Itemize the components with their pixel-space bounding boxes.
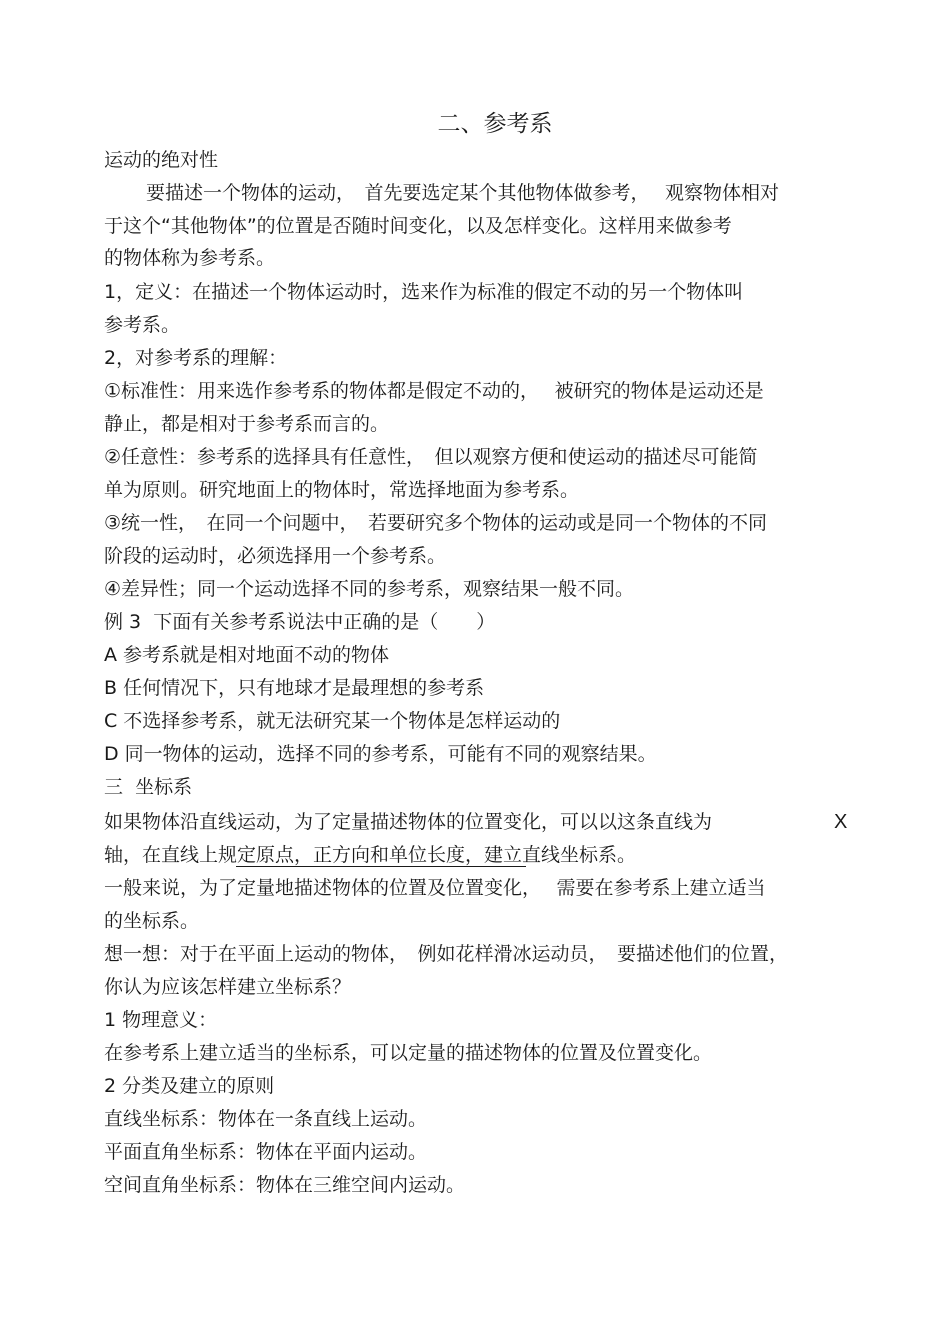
understanding-heading: 2，对参考系的理解：: [104, 347, 288, 369]
definition-line-2: 参考系。: [104, 314, 181, 336]
axis-x-label: X: [834, 811, 848, 833]
example-option-c: C 不选择参考系，就无法研究某一个物体是怎样运动的: [104, 710, 561, 732]
type-line-3: 空间直角坐标系：物体在三维空间内运动。: [104, 1174, 466, 1196]
example-option-d: D 同一物体的运动，选择不同的参考系，可能有不同的观察结果。: [104, 743, 657, 765]
example-option-b: B 任何情况下，只有地球才是最理想的参考系: [104, 677, 485, 699]
coords-line-5: 想一想：对于在平面上运动的物体， 例如花样滑冰运动员， 要描述他们的位置，: [104, 943, 789, 965]
coords-line-2: 轴，在直线上规定原点，正方向和单位长度，建立直线坐标系。: [104, 844, 637, 866]
point-line-6: 阶段的运动时，必须选择用一个参考系。: [104, 545, 447, 567]
example-option-a: A 参考系就是相对地面不动的物体: [104, 644, 390, 666]
page-title: 二、参考系: [437, 111, 553, 137]
type-line-1: 直线坐标系：物体在一条直线上运动。: [104, 1108, 428, 1130]
underline-rule: [236, 866, 526, 867]
section-subtitle: 运动的绝对性: [104, 149, 219, 171]
point-line-2: 静止，都是相对于参考系而言的。: [104, 413, 390, 435]
point-line-7: ④差异性；同一个运动选择不同的参考系，观察结果一般不同。: [104, 578, 635, 600]
point-line-1: ①标准性：用来选作参考系的物体都是假定不动的， 被研究的物体是运动还是: [104, 380, 764, 402]
coords-line-3: 一般来说，为了定量地描述物体的位置及位置变化， 需要在参考系上建立适当: [104, 877, 766, 899]
meaning-text: 在参考系上建立适当的坐标系，可以定量的描述物体的位置及位置变化。: [104, 1042, 713, 1064]
example-question: 例 3 下面有关参考系说法中正确的是（ ）: [104, 611, 496, 633]
intro-line-2: 于这个“其他物体”的位置是否随时间变化，以及怎样变化。这样用来做参考: [104, 215, 732, 237]
types-heading: 2 分类及建立的原则: [104, 1075, 275, 1097]
coords-line-4: 的坐标系。: [104, 910, 200, 932]
coords-heading: 三 坐标系: [104, 776, 193, 798]
coords-line-1: 如果物体沿直线运动，为了定量描述物体的位置变化，可以以这条直线为: [104, 811, 713, 833]
point-line-4: 单为原则。研究地面上的物体时，常选择地面为参考系。: [104, 479, 580, 501]
type-line-2: 平面直角坐标系：物体在平面内运动。: [104, 1141, 428, 1163]
meaning-heading: 1 物理意义：: [104, 1009, 218, 1031]
coords-line-6: 你认为应该怎样建立坐标系？: [104, 976, 352, 998]
definition-line-1: 1，定义：在描述一个物体运动时，选来作为标准的假定不动的另一个物体叫: [104, 281, 744, 303]
point-line-5: ③统一性， 在同一个问题中， 若要研究多个物体的运动或是同一个物体的不同: [104, 512, 768, 534]
intro-line-3: 的物体称为参考系。: [104, 247, 276, 269]
point-line-3: ②任意性：参考系的选择具有任意性， 但以观察方便和使运动的描述尽可能简: [104, 446, 758, 468]
intro-line-1: 要描述一个物体的运动， 首先要选定某个其他物体做参考， 观察物体相对: [146, 182, 780, 204]
